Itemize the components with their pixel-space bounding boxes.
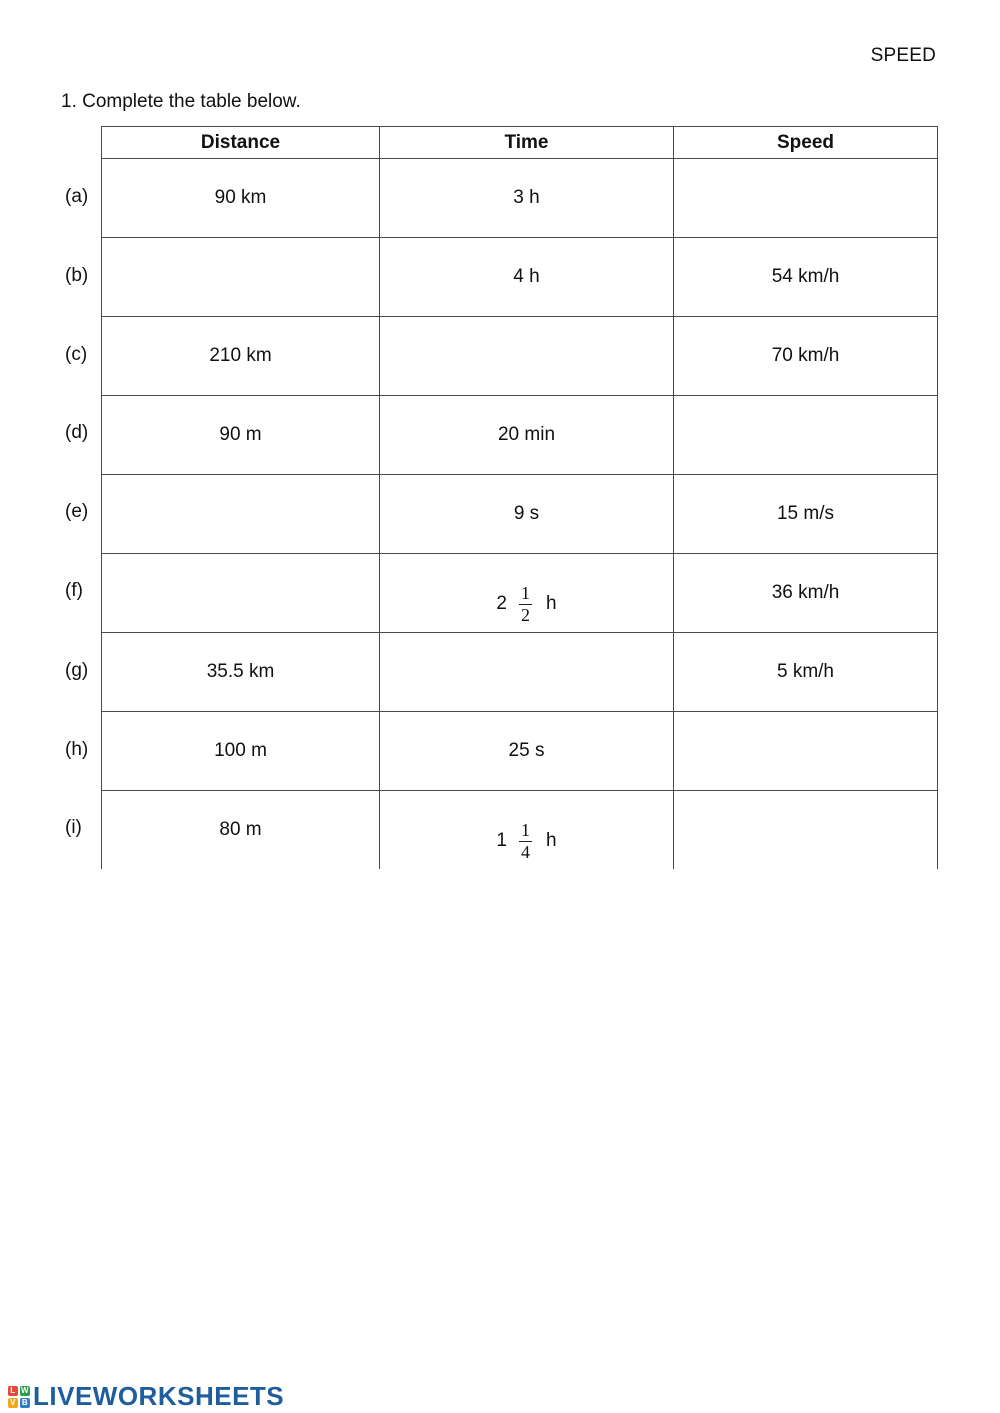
speed-cell[interactable] <box>674 712 938 791</box>
fraction-denominator: 4 <box>521 842 530 862</box>
time-cell[interactable]: 3 h <box>380 159 674 238</box>
fraction-denominator: 2 <box>521 605 530 625</box>
row-label: (a) <box>65 186 89 207</box>
row-label: (e) <box>65 501 89 522</box>
fraction-numerator: 1 <box>521 583 530 603</box>
speed-cell[interactable]: 70 km/h <box>674 317 938 396</box>
table-row <box>102 791 938 870</box>
distance-cell[interactable]: 100 m <box>102 712 380 791</box>
table-row <box>102 633 938 712</box>
table-row <box>102 475 938 554</box>
mixed-number <box>496 584 556 624</box>
column-header-distance: Distance <box>102 127 380 159</box>
time-cell[interactable] <box>380 554 674 633</box>
row-label: (d) <box>65 422 89 443</box>
row-label: (c) <box>65 344 88 365</box>
distance-cell[interactable] <box>102 238 380 317</box>
distance-cell[interactable]: 90 km <box>102 159 380 238</box>
distance-cell[interactable]: 90 m <box>102 396 380 475</box>
column-header-time: Time <box>380 127 674 159</box>
time-cell[interactable] <box>380 791 674 870</box>
table-header-row <box>102 127 938 159</box>
fraction-whole: 2 <box>496 593 507 614</box>
column-header-speed: Speed <box>674 127 938 159</box>
row-label: (f) <box>65 580 83 601</box>
fraction-whole: 1 <box>496 830 507 851</box>
speed-cell[interactable] <box>674 396 938 475</box>
distance-cell[interactable]: 80 m <box>102 791 380 870</box>
brand-name: LIVEWORKSHEETS <box>33 1381 285 1411</box>
table-row <box>102 396 938 475</box>
table-row <box>102 159 938 238</box>
speed-cell[interactable]: 36 km/h <box>674 554 938 633</box>
page-title: SPEED <box>870 45 936 66</box>
speed-cell[interactable]: 5 km/h <box>674 633 938 712</box>
distance-cell[interactable]: 35.5 km <box>102 633 380 712</box>
instruction-text: 1. Complete the table below. <box>61 91 301 112</box>
table-row <box>102 238 938 317</box>
speed-cell[interactable]: 15 m/s <box>674 475 938 554</box>
speed-table <box>101 126 938 869</box>
fraction-unit: h <box>546 830 557 851</box>
fraction <box>519 821 532 861</box>
mixed-number <box>496 821 556 861</box>
time-cell[interactable]: 20 min <box>380 396 674 475</box>
time-cell[interactable]: 9 s <box>380 475 674 554</box>
table-row <box>102 317 938 396</box>
brand-footer <box>8 1381 284 1412</box>
fraction-numerator: 1 <box>521 820 530 840</box>
row-label: (i) <box>65 817 82 838</box>
logo-letter: W <box>20 1385 30 1395</box>
row-label: (b) <box>65 265 89 286</box>
distance-cell[interactable] <box>102 554 380 633</box>
row-label: (h) <box>65 739 89 760</box>
fraction <box>519 584 532 624</box>
row-label: (g) <box>65 660 89 681</box>
time-cell[interactable] <box>380 317 674 396</box>
speed-cell[interactable] <box>674 791 938 870</box>
table-row <box>102 554 938 633</box>
time-cell[interactable] <box>380 633 674 712</box>
liveworksheets-logo-icon <box>8 1386 30 1408</box>
speed-cell[interactable]: 54 km/h <box>674 238 938 317</box>
table-row <box>102 712 938 791</box>
time-cell[interactable]: 25 s <box>380 712 674 791</box>
distance-cell[interactable] <box>102 475 380 554</box>
fraction-unit: h <box>546 593 557 614</box>
speed-cell[interactable] <box>674 159 938 238</box>
time-cell[interactable]: 4 h <box>380 238 674 317</box>
logo-letter: B <box>21 1397 29 1407</box>
logo-letter: L <box>8 1386 18 1396</box>
distance-cell[interactable]: 210 km <box>102 317 380 396</box>
logo-letter: V <box>8 1398 18 1408</box>
